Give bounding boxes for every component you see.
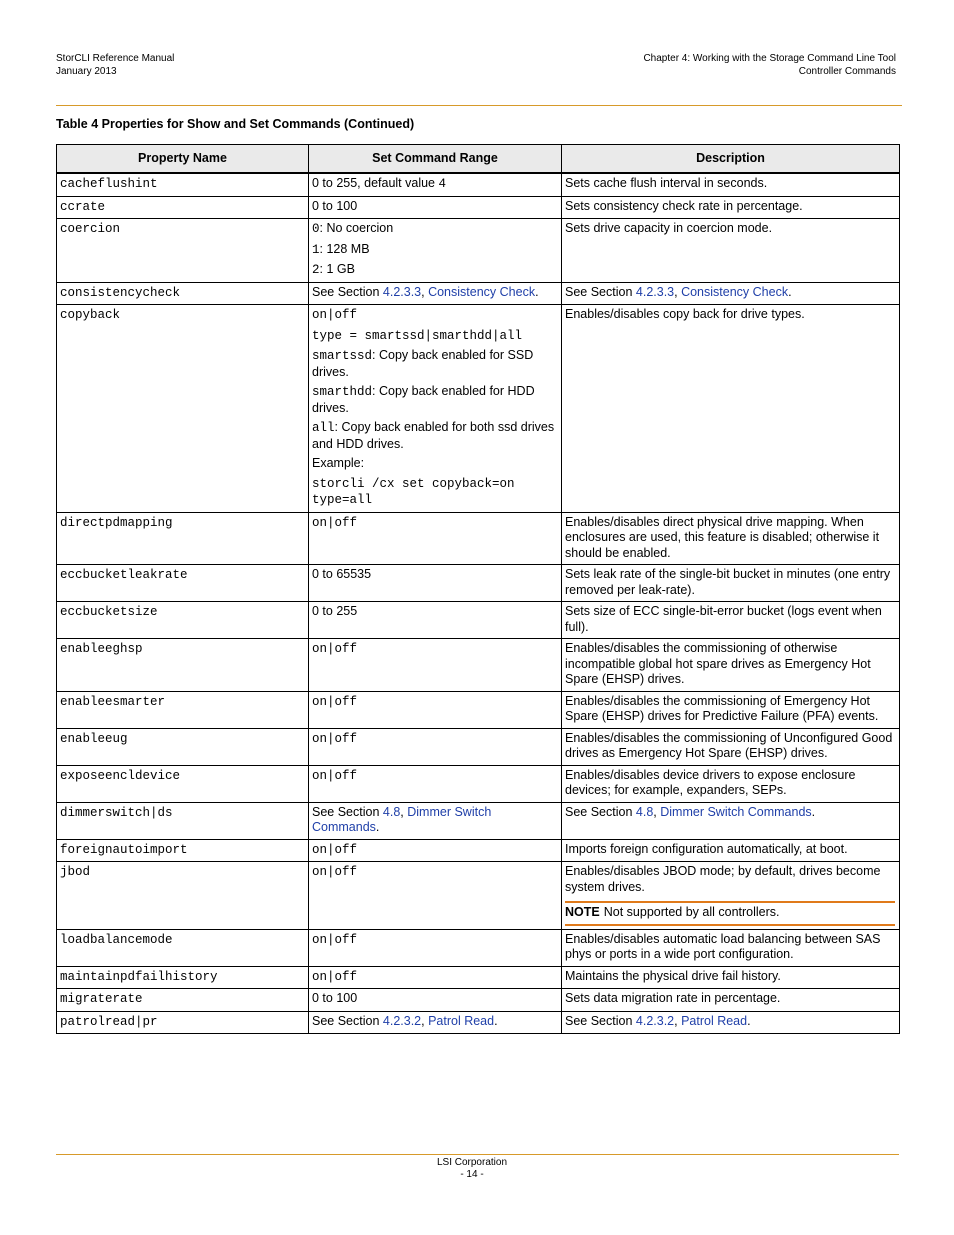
set-command-range-cell — [309, 929, 562, 966]
cell-text: . — [788, 284, 792, 299]
set-command-range-cell — [309, 966, 562, 989]
property-name: migraterate — [60, 992, 143, 1006]
footer-company: LSI Corporation — [436, 1157, 508, 1168]
description-cell — [562, 862, 900, 930]
table-row — [57, 602, 900, 639]
property-name-cell — [57, 989, 309, 1012]
running-header-left — [56, 53, 174, 78]
property-name-cell — [57, 512, 309, 565]
property-name: enableeghsp — [60, 642, 143, 656]
description-line — [565, 567, 896, 598]
cell-text: Enables/disables automatic load balancing between SAS phys or ports in a wide port configuration. — [565, 931, 881, 961]
cell-text: Sets leak rate of the single-bit bucket in minutes (one entry removed per leak-rate). — [565, 567, 891, 597]
description-line — [565, 768, 896, 799]
cross-reference-link[interactable]: Patrol Read — [681, 1013, 748, 1028]
description-line — [565, 604, 896, 635]
property-name: dimmerswitch|ds — [60, 805, 173, 820]
table-row — [57, 966, 900, 989]
cell-text: Example: — [312, 456, 365, 470]
description-cell — [562, 512, 900, 565]
set-command-range-cell — [309, 282, 562, 305]
table-row — [57, 802, 900, 839]
code-text: all — [312, 421, 335, 435]
cross-reference-link[interactable]: 4.2.3.2 — [635, 1013, 675, 1028]
property-name-cell — [57, 602, 309, 639]
set-command-range-cell — [309, 839, 562, 862]
cell-text: See Section — [312, 284, 383, 299]
property-name-cell — [57, 196, 309, 219]
code-text: on|off — [312, 308, 358, 322]
cross-reference-link[interactable]: Dimmer Switch Commands — [312, 804, 492, 834]
description-cell — [562, 282, 900, 305]
description-cell — [562, 765, 900, 802]
code-text: on|off — [312, 694, 358, 709]
range-line — [312, 420, 558, 452]
property-name: maintainpdfailhistory — [60, 969, 218, 984]
table-row — [57, 219, 900, 283]
property-name-cell — [57, 639, 309, 692]
property-name: directpdmapping — [60, 515, 173, 530]
description-line — [565, 864, 896, 895]
cell-text: See Section — [565, 1013, 636, 1028]
column-header-property-name: Property Name — [57, 145, 309, 174]
cell-text: , — [674, 284, 682, 299]
cross-reference-link[interactable]: Patrol Read — [428, 1013, 495, 1028]
cell-text: Sets size of ECC single-bit-error bucket (logs event when full). — [565, 604, 882, 634]
cell-text: : Copy back enabled for HDD drives. — [312, 384, 535, 415]
cell-text: . — [494, 1013, 498, 1028]
property-name: foreignautoimport — [60, 842, 188, 857]
table-body — [57, 173, 900, 1034]
set-command-range-cell — [309, 173, 562, 196]
table-caption: Table 4 Properties for Show and Set Commands (Continued) — [56, 117, 415, 131]
property-name: cacheflushint — [60, 177, 158, 191]
range-line — [312, 476, 558, 509]
section-title: Controller Commands — [798, 65, 896, 77]
set-command-range-cell — [309, 512, 562, 565]
description-line — [565, 176, 896, 192]
property-name-cell — [57, 802, 309, 839]
range-line — [312, 731, 558, 748]
cross-reference-link[interactable]: Dimmer Switch Commands — [660, 804, 812, 819]
table-row — [57, 196, 900, 219]
table-row — [57, 565, 900, 602]
cell-text: See Section — [312, 1013, 383, 1028]
description-cell — [562, 839, 900, 862]
page-number: - 14 - — [460, 1169, 484, 1180]
cell-text: : 1 GB — [319, 262, 355, 276]
table-row — [57, 305, 900, 513]
property-name-cell — [57, 929, 309, 966]
set-command-range-cell — [309, 802, 562, 839]
set-command-range-cell — [309, 862, 562, 930]
table-row — [57, 862, 900, 930]
description-cell — [562, 305, 900, 513]
cell-text: . — [811, 804, 816, 819]
cell-text: 0 to 100 — [312, 991, 358, 1005]
property-name: patrolread|pr — [60, 1014, 158, 1029]
property-name: jbod — [60, 865, 91, 879]
range-line — [312, 969, 558, 986]
cell-text: Maintains the physical drive fail history. — [565, 968, 781, 983]
cell-text: Sets cache flush interval in seconds. — [565, 176, 768, 190]
range-line — [312, 991, 558, 1007]
cell-text: Sets drive capacity in coercion mode. — [565, 221, 773, 235]
property-name: eccbucketleakrate — [60, 568, 188, 582]
cell-text: , — [421, 284, 429, 299]
range-line — [312, 768, 558, 785]
property-name-cell — [57, 728, 309, 765]
cross-reference-link[interactable]: 4.2.3.3 — [382, 284, 422, 299]
description-line — [565, 515, 896, 562]
code-text: storcli /cx set copyback=on type=all — [312, 476, 515, 507]
footer-rule — [56, 1154, 899, 1155]
cell-text: Imports foreign configuration automatically, at boot. — [565, 841, 848, 856]
cross-reference-link[interactable]: Consistency Check — [681, 284, 789, 299]
property-name: coercion — [60, 222, 121, 236]
set-command-range-cell — [309, 639, 562, 692]
cell-text: . — [535, 284, 539, 299]
table-row — [57, 639, 900, 692]
cell-text: Sets consistency check rate in percentage. — [565, 198, 803, 213]
cross-reference-link[interactable]: 4.2.3.3 — [635, 284, 675, 299]
description-cell — [562, 173, 900, 196]
description-cell — [562, 602, 900, 639]
range-line — [312, 285, 558, 301]
property-name-cell — [57, 966, 309, 989]
property-name-cell — [57, 282, 309, 305]
code-text: 2 — [312, 263, 320, 277]
cell-text: , — [653, 804, 661, 819]
table-row — [57, 173, 900, 196]
range-line — [312, 221, 558, 238]
range-line — [312, 328, 558, 345]
manual-title: StorCLI Reference Manual — [56, 53, 175, 64]
description-line — [565, 805, 896, 821]
description-line — [565, 991, 896, 1007]
cell-text: Enables/disables JBOD mode; by default, drives become system drives. — [565, 864, 881, 894]
description-cell — [562, 565, 900, 602]
description-cell — [562, 989, 900, 1012]
description-line — [565, 731, 896, 762]
property-name-cell — [57, 565, 309, 602]
cell-text: , — [400, 804, 408, 819]
column-header-description: Description — [562, 145, 900, 174]
table-row — [57, 512, 900, 565]
property-name-cell — [57, 839, 309, 862]
cross-reference-link[interactable]: 4.2.3.2 — [382, 1013, 422, 1028]
column-header-set-command-range: Set Command Range — [309, 145, 562, 174]
cross-reference-link[interactable]: Consistency Check — [428, 284, 536, 299]
table-row — [57, 1011, 900, 1034]
range-line — [312, 515, 558, 532]
property-name-cell — [57, 219, 309, 283]
note-box — [565, 901, 895, 926]
cell-text: 0 to 255 — [312, 604, 358, 618]
description-line — [565, 694, 896, 725]
set-command-range-cell — [309, 728, 562, 765]
range-line — [312, 604, 558, 620]
header-rule — [56, 105, 902, 106]
description-cell — [562, 219, 900, 283]
range-line — [312, 842, 558, 859]
description-cell — [562, 802, 900, 839]
table-row — [57, 728, 900, 765]
chapter-title: Chapter 4: Working with the Storage Command Line Tool — [643, 53, 896, 64]
properties-table — [56, 144, 900, 1034]
range-line — [312, 384, 558, 416]
table-row — [57, 839, 900, 862]
range-line — [312, 567, 558, 583]
cell-text: 0 to 100 — [312, 198, 358, 213]
cross-reference-link[interactable]: 4.8 — [635, 804, 654, 819]
property-name: exposeencldevice — [60, 768, 181, 783]
description-cell — [562, 1011, 900, 1034]
property-name-cell — [57, 765, 309, 802]
cell-text: : 128 MB — [319, 241, 370, 256]
cell-text: Enables/disables the commissioning of Emergency Hot Spare (EHSP) drives for Predictive Failure (PFA) events. — [565, 693, 879, 723]
property-name: enableesmarter — [60, 694, 166, 709]
set-command-range-cell — [309, 196, 562, 219]
range-line — [312, 242, 558, 259]
cell-text: Enables/disables device drivers to expose enclosure devices; for example, expanders, SEPs. — [565, 767, 856, 797]
cell-text: Enables/disables the commissioning of otherwise incompatible global hot spare drives as Emergency Hot Spare (EHSP) drives. — [565, 641, 871, 686]
cell-text: : Copy back enabled for both ssd drives and HDD drives. — [312, 420, 555, 451]
cell-text: : No coercion — [319, 221, 394, 235]
page-footer — [0, 1157, 944, 1181]
property-name-cell — [57, 862, 309, 930]
code-text: 4 — [438, 177, 446, 191]
description-cell — [562, 691, 900, 728]
range-line — [312, 864, 558, 881]
code-text: on|off — [312, 642, 358, 656]
set-command-range-cell — [309, 219, 562, 283]
description-line — [565, 199, 896, 215]
cross-reference-link[interactable]: 4.8 — [382, 804, 401, 819]
cell-text: See Section — [565, 804, 636, 819]
property-name: enableeug — [60, 731, 128, 746]
manual-date: January 2013 — [56, 65, 117, 77]
code-text: on|off — [312, 865, 358, 879]
cell-text: : Copy back enabled for SSD drives. — [312, 348, 534, 379]
range-line — [312, 932, 558, 949]
description-line — [565, 1014, 896, 1030]
range-line — [312, 456, 558, 472]
code-text: on|off — [312, 932, 358, 947]
code-text: on|off — [312, 842, 358, 857]
range-line — [312, 348, 558, 380]
set-command-range-cell — [309, 691, 562, 728]
property-name-cell — [57, 305, 309, 513]
cell-text: , — [421, 1013, 429, 1028]
description-cell — [562, 639, 900, 692]
set-command-range-cell — [309, 989, 562, 1012]
set-command-range-cell — [309, 765, 562, 802]
description-line — [565, 307, 896, 323]
code-text: 1 — [312, 242, 320, 257]
description-line — [565, 641, 896, 688]
note-text: Not supported by all controllers. — [603, 905, 780, 919]
description-line — [565, 969, 896, 985]
set-command-range-cell — [309, 565, 562, 602]
table-row — [57, 282, 900, 305]
code-text: 0 — [312, 222, 320, 236]
property-name: eccbucketsize — [60, 605, 158, 619]
table-row — [57, 929, 900, 966]
range-line — [312, 176, 558, 193]
cell-text: 0 to 65535 — [312, 567, 372, 581]
set-command-range-cell — [309, 305, 562, 513]
range-line — [312, 641, 558, 658]
cell-text: Enables/disables the commissioning of Unconfigured Good drives as Emergency Hot Spare (EHSP) drives. — [565, 730, 893, 760]
property-name-cell — [57, 173, 309, 196]
set-command-range-cell — [309, 1011, 562, 1034]
property-name: loadbalancemode — [60, 932, 173, 947]
code-text: smartssd — [312, 349, 373, 363]
description-line — [565, 932, 896, 963]
description-line — [565, 842, 896, 858]
table-row — [57, 691, 900, 728]
cell-text: Sets data migration rate in percentage. — [565, 991, 781, 1005]
running-header-right — [643, 53, 896, 78]
table-row — [57, 989, 900, 1012]
code-text: smarthdd — [312, 385, 373, 399]
code-text: on|off — [312, 731, 358, 746]
table-header-row — [57, 145, 900, 174]
description-cell — [562, 929, 900, 966]
note-label: NOTE — [565, 905, 600, 919]
description-line — [565, 285, 896, 301]
cell-text: , — [674, 1013, 682, 1028]
description-cell — [562, 966, 900, 989]
cell-text: . — [747, 1013, 751, 1028]
range-line — [312, 262, 558, 279]
range-line — [312, 694, 558, 711]
property-name: ccrate — [60, 199, 106, 214]
range-line — [312, 199, 558, 215]
description-cell — [562, 196, 900, 219]
cell-text: . — [375, 820, 380, 834]
range-line — [312, 307, 558, 324]
cell-text: Enables/disables copy back for drive types. — [565, 307, 805, 321]
code-text: type = smartssd|smarthdd|all — [312, 328, 523, 343]
code-text: on|off — [312, 515, 358, 530]
range-line — [312, 805, 558, 836]
description-line — [565, 221, 896, 237]
range-line — [312, 1014, 558, 1030]
table-row — [57, 765, 900, 802]
property-name-cell — [57, 1011, 309, 1034]
cell-text: 0 to 255, default value — [312, 176, 439, 190]
description-cell — [562, 728, 900, 765]
cell-text: See Section — [565, 284, 636, 299]
property-name: consistencycheck — [60, 285, 181, 300]
cell-text: Enables/disables direct physical drive mapping. When enclosures are used, this feature is disabled; otherwise it should be enabled. — [565, 514, 880, 560]
code-text: on|off — [312, 768, 358, 783]
cell-text: See Section — [312, 804, 383, 819]
set-command-range-cell — [309, 602, 562, 639]
property-name: copyback — [60, 308, 121, 322]
code-text: on|off — [312, 969, 358, 984]
property-name-cell — [57, 691, 309, 728]
